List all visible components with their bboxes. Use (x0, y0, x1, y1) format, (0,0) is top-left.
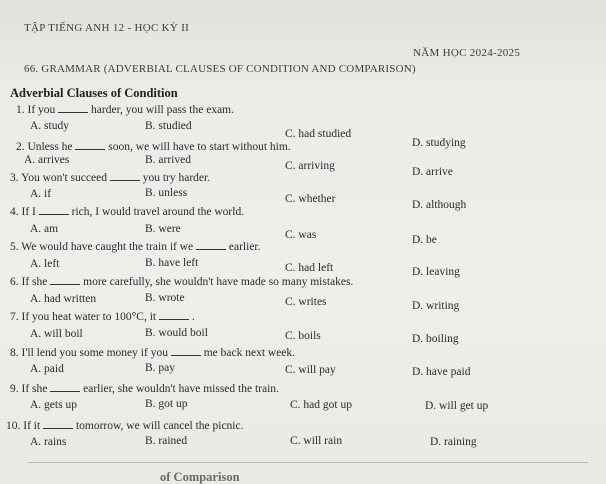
option-d: D. have paid (412, 366, 471, 378)
question-text-after: rich, I would travel around the world. (71, 206, 245, 218)
next-section-title-partial: of Comparison (160, 470, 240, 484)
question-text-before: We would have caught the train if we (21, 241, 194, 253)
question-number: 2. (16, 141, 25, 153)
question-text-after: me back next week. (203, 347, 296, 359)
option-a: A. arrives (24, 154, 70, 166)
option-b: B. studied (145, 120, 192, 132)
question-2 (16, 140, 291, 153)
option-b: B. would boil (145, 327, 208, 339)
question-8 (10, 346, 295, 359)
option-a: A. paid (30, 363, 64, 375)
question-text-before: If you heat water to 100°C, it (21, 311, 157, 323)
answer-blank (39, 205, 69, 215)
answer-blank (159, 310, 189, 320)
option-b: B. got up (145, 398, 188, 410)
question-number: 3. (10, 172, 19, 184)
option-d: D. although (412, 199, 467, 211)
question-text-before: If it (23, 420, 41, 432)
option-c: C. had left (285, 262, 334, 274)
option-d: D. arrive (412, 166, 453, 178)
option-c: C. had studied (285, 128, 352, 140)
question-text-before: If I (21, 206, 36, 218)
option-a: A. gets up (30, 399, 77, 411)
option-a: A. study (30, 120, 69, 132)
option-c: C. boils (285, 330, 321, 342)
option-d: D. boiling (412, 333, 459, 345)
option-a: A. will boil (30, 328, 83, 340)
answer-blank (50, 275, 80, 285)
question-7 (10, 310, 195, 323)
worksheet-header-left: TẬP TIẾNG ANH 12 - HỌC KỲ II (24, 22, 190, 34)
option-c: C. will pay (285, 364, 336, 376)
option-d: D. writing (412, 300, 460, 312)
option-a: A. am (30, 223, 59, 235)
option-b: B. arrived (145, 154, 191, 166)
question-number: 9. (10, 383, 19, 395)
option-a: A. if (30, 188, 52, 200)
option-b: B. have left (145, 257, 199, 269)
option-a: A. left (30, 258, 60, 270)
option-c: C. writes (285, 296, 327, 308)
question-text-after: you try harder. (142, 172, 211, 184)
option-c: C. whether (285, 193, 336, 205)
question-text-before: If she (21, 276, 48, 288)
worksheet-header-right: NĂM HỌC 2024-2025 (413, 47, 521, 59)
answer-blank (196, 240, 226, 250)
option-a: A. rains (30, 436, 67, 448)
question-text-before: Unless he (27, 141, 73, 153)
question-number: 1. (16, 104, 25, 116)
option-c: C. will rain (290, 435, 343, 447)
option-b: B. pay (145, 362, 176, 374)
option-c: C. had got up (290, 399, 352, 411)
option-d: D. studying (412, 137, 466, 149)
question-5 (10, 240, 261, 253)
section-heading: 66. GRAMMAR (ADVERBIAL CLAUSES OF CONDITION AND COMPARISON) (24, 63, 416, 75)
question-text-before: I'll lend you some money if you (21, 347, 168, 359)
question-number: 6. (10, 276, 19, 288)
question-text-before: If she (21, 383, 48, 395)
question-6 (10, 275, 353, 288)
question-9 (10, 382, 279, 395)
option-d: D. raining (430, 436, 477, 448)
question-1 (16, 103, 234, 116)
question-3 (10, 171, 210, 184)
question-number: 7. (10, 311, 19, 323)
option-b: B. wrote (145, 292, 185, 304)
question-10 (6, 419, 243, 432)
question-text-after: earlier, she wouldn't have missed the train. (83, 383, 279, 395)
option-c: C. was (285, 229, 317, 241)
question-text-after: tomorrow, we will cancel the picnic. (75, 420, 244, 432)
question-number: 10. (6, 420, 21, 432)
option-b: B. rained (145, 435, 188, 447)
answer-blank (58, 103, 88, 113)
option-c: C. arriving (285, 160, 335, 172)
option-a: A. had written (30, 293, 97, 305)
question-text-after: harder, you will pass the exam. (91, 104, 234, 116)
section-divider (28, 462, 588, 463)
option-d: D. leaving (412, 266, 460, 278)
answer-blank (171, 346, 201, 356)
question-number: 4. (10, 206, 19, 218)
question-number: 8. (10, 347, 19, 359)
question-text-before: You won't succeed (21, 172, 107, 184)
question-4 (10, 205, 244, 218)
question-text-after: soon, we will have to start without him. (108, 141, 291, 153)
answer-blank (110, 171, 140, 181)
question-text-after: earlier. (228, 241, 261, 253)
question-number: 5. (10, 241, 19, 253)
answer-blank (75, 140, 105, 150)
section-title: Adverbial Clauses of Condition (10, 86, 178, 100)
answer-blank (43, 419, 73, 429)
question-text-after: more carefully, she wouldn't have made so many mistakes. (83, 276, 354, 288)
option-b: B. unless (145, 187, 188, 199)
option-d: D. be (412, 234, 437, 246)
question-text-after: . (191, 311, 195, 323)
option-d: D. will get up (425, 400, 489, 412)
option-b: B. were (145, 223, 181, 235)
answer-blank (50, 382, 80, 392)
question-text-before: If you (27, 104, 56, 116)
